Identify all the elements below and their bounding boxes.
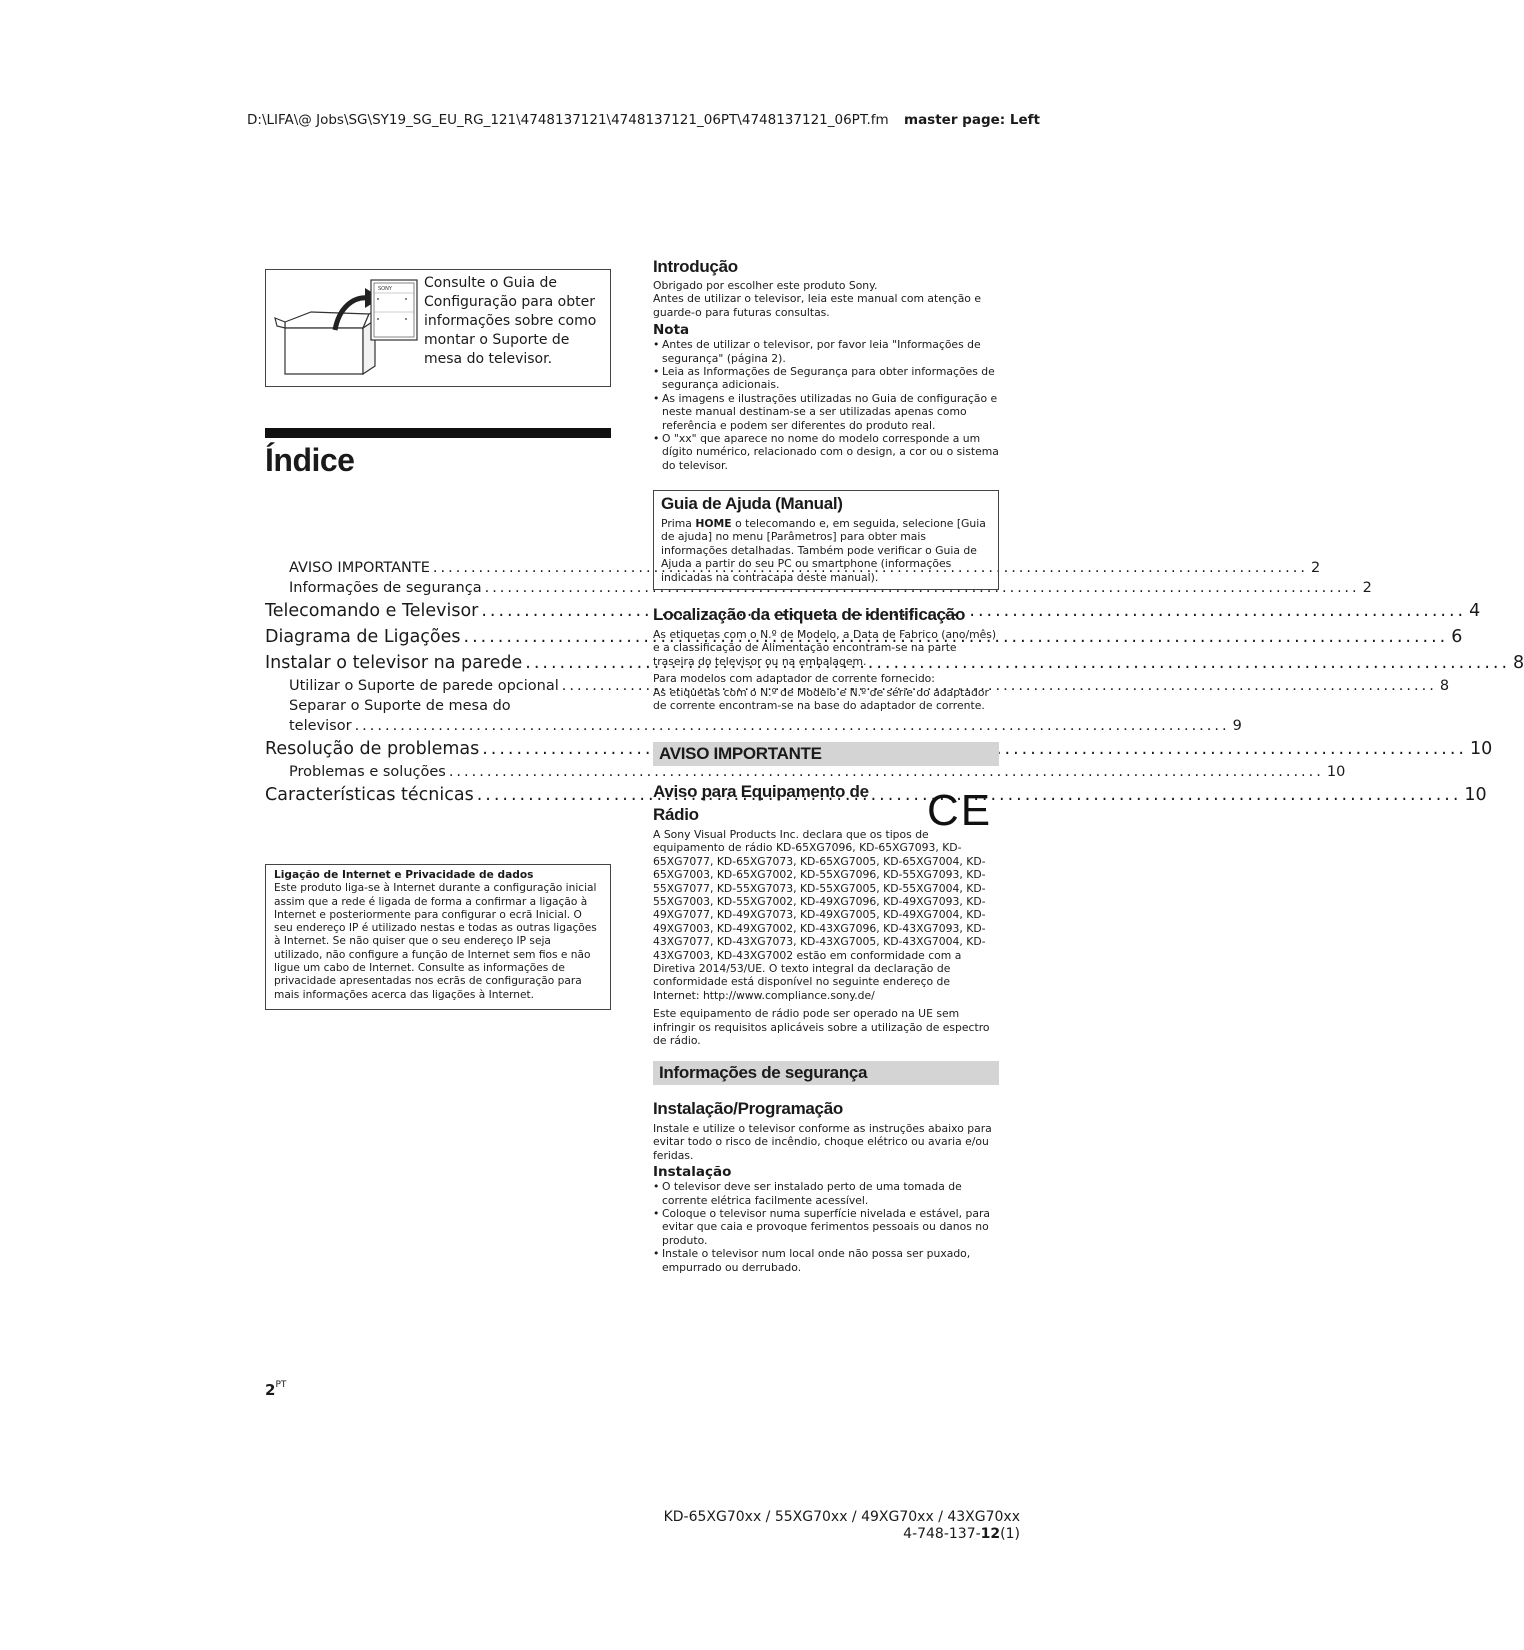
ce-mark-icon bbox=[925, 785, 993, 835]
file-path-header: D:\LIFA\@ Jobs\SG\SY19_SG_EU_RG_121\4748137121\4748137121_06PT\4748137121_06PT.fm bbox=[247, 112, 889, 128]
help-guide-body: Prima HOME o telecomando e, em seguida, selecione [Guia de ajuda] no menu [Parâmetros] para obter mais informações detalhadas. Também pode verificar o Guia de Ajuda a partir do seu PC ou smartphone (informações indicadas na contracapa deste manual). bbox=[661, 517, 986, 584]
help-guide-box bbox=[653, 490, 999, 590]
toc-item[interactable]: Problemas e soluções ..... 10 bbox=[265, 762, 611, 782]
intro-title: Introdução bbox=[653, 257, 738, 276]
toc-item[interactable]: AVISO IMPORTANTE ..... 2 bbox=[265, 558, 611, 578]
master-page-label: master page: Left bbox=[904, 112, 1040, 128]
intro-section bbox=[653, 257, 999, 472]
list-item: • O "xx" que aparece no nome do modelo corresponde a um dígito numérico, relacionado com o design, a cor ou o sistema do televisor. bbox=[653, 432, 999, 472]
toc-item[interactable]: Utilizar o Suporte de parede opcional ..... 8 bbox=[265, 676, 611, 696]
setup-guide-text: Consulte o Guia de Configuração para obter informações sobre como montar o Suporte de mesa do televisor. bbox=[424, 275, 597, 367]
setup-guide-box bbox=[265, 269, 611, 387]
help-guide-title: Guia de Ajuda (Manual) bbox=[661, 494, 843, 513]
label-location-section bbox=[653, 605, 999, 712]
privacy-body: Este produto liga-se à Internet durante a configuração inicial assim que a rede é ligada de forma a confirmar a ligação à Internet e posteriormente para configurar o ecrã Inicial. O seu endereço IP é utilizado nestas e todas as outras ligações à Internet. Se não quiser que o seu endereço IP seja utilizado, não configure a função de Internet sem fios e não ligue um cabo de Internet. Consulte as informações de privacidade apresentadas nos ecrãs de configuração para mais informações acerca das ligações à Internet. bbox=[274, 882, 597, 1001]
label-location-para-1: As etiquetas com o N.º de Modelo, a Data de Fabrico (ano/mês) e a classificação de Alimentação encontram-se na parte traseira do televisor ou na embalagem. bbox=[653, 628, 997, 668]
intro-line-1: Obrigado por escolher este produto Sony. bbox=[653, 279, 878, 292]
installation-subtitle: Instalação bbox=[653, 1164, 732, 1181]
note-list bbox=[653, 338, 999, 472]
footer-code: 4-748-137-12(1) bbox=[903, 1526, 1020, 1542]
sony-brand-mark: SONY bbox=[378, 286, 392, 292]
list-item: • Leia as Informações de Segurança para obter informações de segurança adicionais. bbox=[653, 365, 999, 392]
list-item: • As imagens e ilustrações utilizadas no Guia de configuração e neste manual destinam-se a ser utilizadas apenas como referência e podem ser diferentes do produto real. bbox=[653, 392, 999, 432]
installation-list bbox=[653, 1180, 999, 1274]
footer-model-info bbox=[600, 1509, 1020, 1543]
toc-item[interactable]: Telecomando e Televisor ..... 4 bbox=[265, 598, 611, 624]
list-item: • O televisor deve ser instalado perto de uma tomada de corrente elétrica facilmente acessível. bbox=[653, 1180, 999, 1207]
list-item: • Instale o televisor num local onde não possa ser puxado, empurrado ou derrubado. bbox=[653, 1247, 999, 1274]
toc-item[interactable]: televisor ..... 9 bbox=[265, 716, 611, 736]
list-item: • Coloque o televisor numa superfície nivelada e estável, para evitar que caia e provoque ferimentos pessoais ou danos no produto. bbox=[653, 1207, 999, 1247]
index-title: Índice bbox=[265, 442, 355, 478]
toc-item[interactable]: Diagrama de Ligações ..... 6 bbox=[265, 624, 611, 650]
installation-body: Instale e utilize o televisor conforme as instruções abaixo para evitar todo o risco de incêndio, choque elétrico ou avaria e/ou feridas. bbox=[653, 1122, 992, 1162]
aviso-section-bar bbox=[653, 742, 999, 766]
toc-item[interactable]: Características técnicas ..... 10 bbox=[265, 782, 611, 808]
toc-item[interactable]: Instalar o televisor na parede ..... 8 bbox=[265, 650, 611, 676]
toc-item[interactable]: Resolução de problemas ..... 10 bbox=[265, 736, 611, 762]
installation-section bbox=[653, 1099, 999, 1274]
privacy-notice-box bbox=[265, 864, 611, 1010]
page-number: $2^{PT}$ bbox=[265, 1380, 287, 1399]
toc-item[interactable]: Informações de segurança ..... 2 bbox=[265, 578, 611, 598]
svg-text:CE: CE bbox=[927, 786, 993, 835]
radio-title: Aviso para Equipamento de Rádio bbox=[653, 782, 869, 824]
tv-box-illustration-icon bbox=[273, 278, 421, 378]
intro-line-2: Antes de utilizar o televisor, leia este manual com atenção e guarde-o para futuras consultas. bbox=[653, 292, 981, 319]
label-location-para-2: Para modelos com adaptador de corrente fornecido: As etiquetas com o N.º de Modelo e N.º de série do adaptador de corrente encontram-se na base do adaptador de corrente. bbox=[653, 672, 989, 713]
aviso-bar-title: AVISO IMPORTANTE bbox=[659, 744, 822, 763]
radio-para-1: A Sony Visual Products Inc. declara que os tipos de equipamento de rádio KD-65XG7096, KD-65XG7093, KD-65XG7077, KD-65XG7073, KD-65XG7005, KD-65XG7004, KD-65XG7003, KD-65XG7002, KD-55XG7096, KD-55XG7093, KD-55XG7077, KD-55XG7073, KD-55XG7005, KD-55XG7004, KD-55XG7003, KD-55XG7002, KD-49XG7096, KD-49XG7093, KD-49XG7077, KD-49XG7073, KD-49XG7005, KD-49XG7004, KD-49XG7003, KD-49XG7002, KD-43XG7096, KD-43XG7093, KD-43XG7077, KD-43XG7073, KD-43XG7005, KD-43XG7004, KD-43XG7003, KD-43XG7002 estão em conformidade com a Diretiva 2014/53/UE. O texto integral da declaração de conformidade está disponível no seguinte endereço de Internet: http://www.compliance.sony.de/ bbox=[653, 828, 986, 1002]
list-item: • Antes de utilizar o televisor, por favor leia "Informações de segurança" (página 2). bbox=[653, 338, 999, 365]
footer-models: KD-65XG70xx / 55XG70xx / 49XG70xx / 43XG70xx bbox=[663, 1509, 1020, 1525]
safety-bar-title: Informações de segurança bbox=[659, 1063, 868, 1082]
radio-para-2: Este equipamento de rádio pode ser operado na UE sem infringir os requisitos aplicáveis sobre a utilização de espectro de rádio. bbox=[653, 1007, 990, 1048]
label-location-title: Localização da etiqueta de identificação bbox=[653, 605, 966, 624]
toc-item[interactable]: Separar o Suporte de mesa do bbox=[289, 698, 511, 714]
index-title-bar bbox=[265, 428, 611, 438]
note-title: Nota bbox=[653, 322, 690, 339]
privacy-title: Ligação de Internet e Privacidade de dados bbox=[274, 869, 534, 881]
safety-section-bar bbox=[653, 1061, 999, 1085]
home-key: HOME bbox=[695, 517, 732, 530]
installation-title: Instalação/Programação bbox=[653, 1099, 843, 1118]
